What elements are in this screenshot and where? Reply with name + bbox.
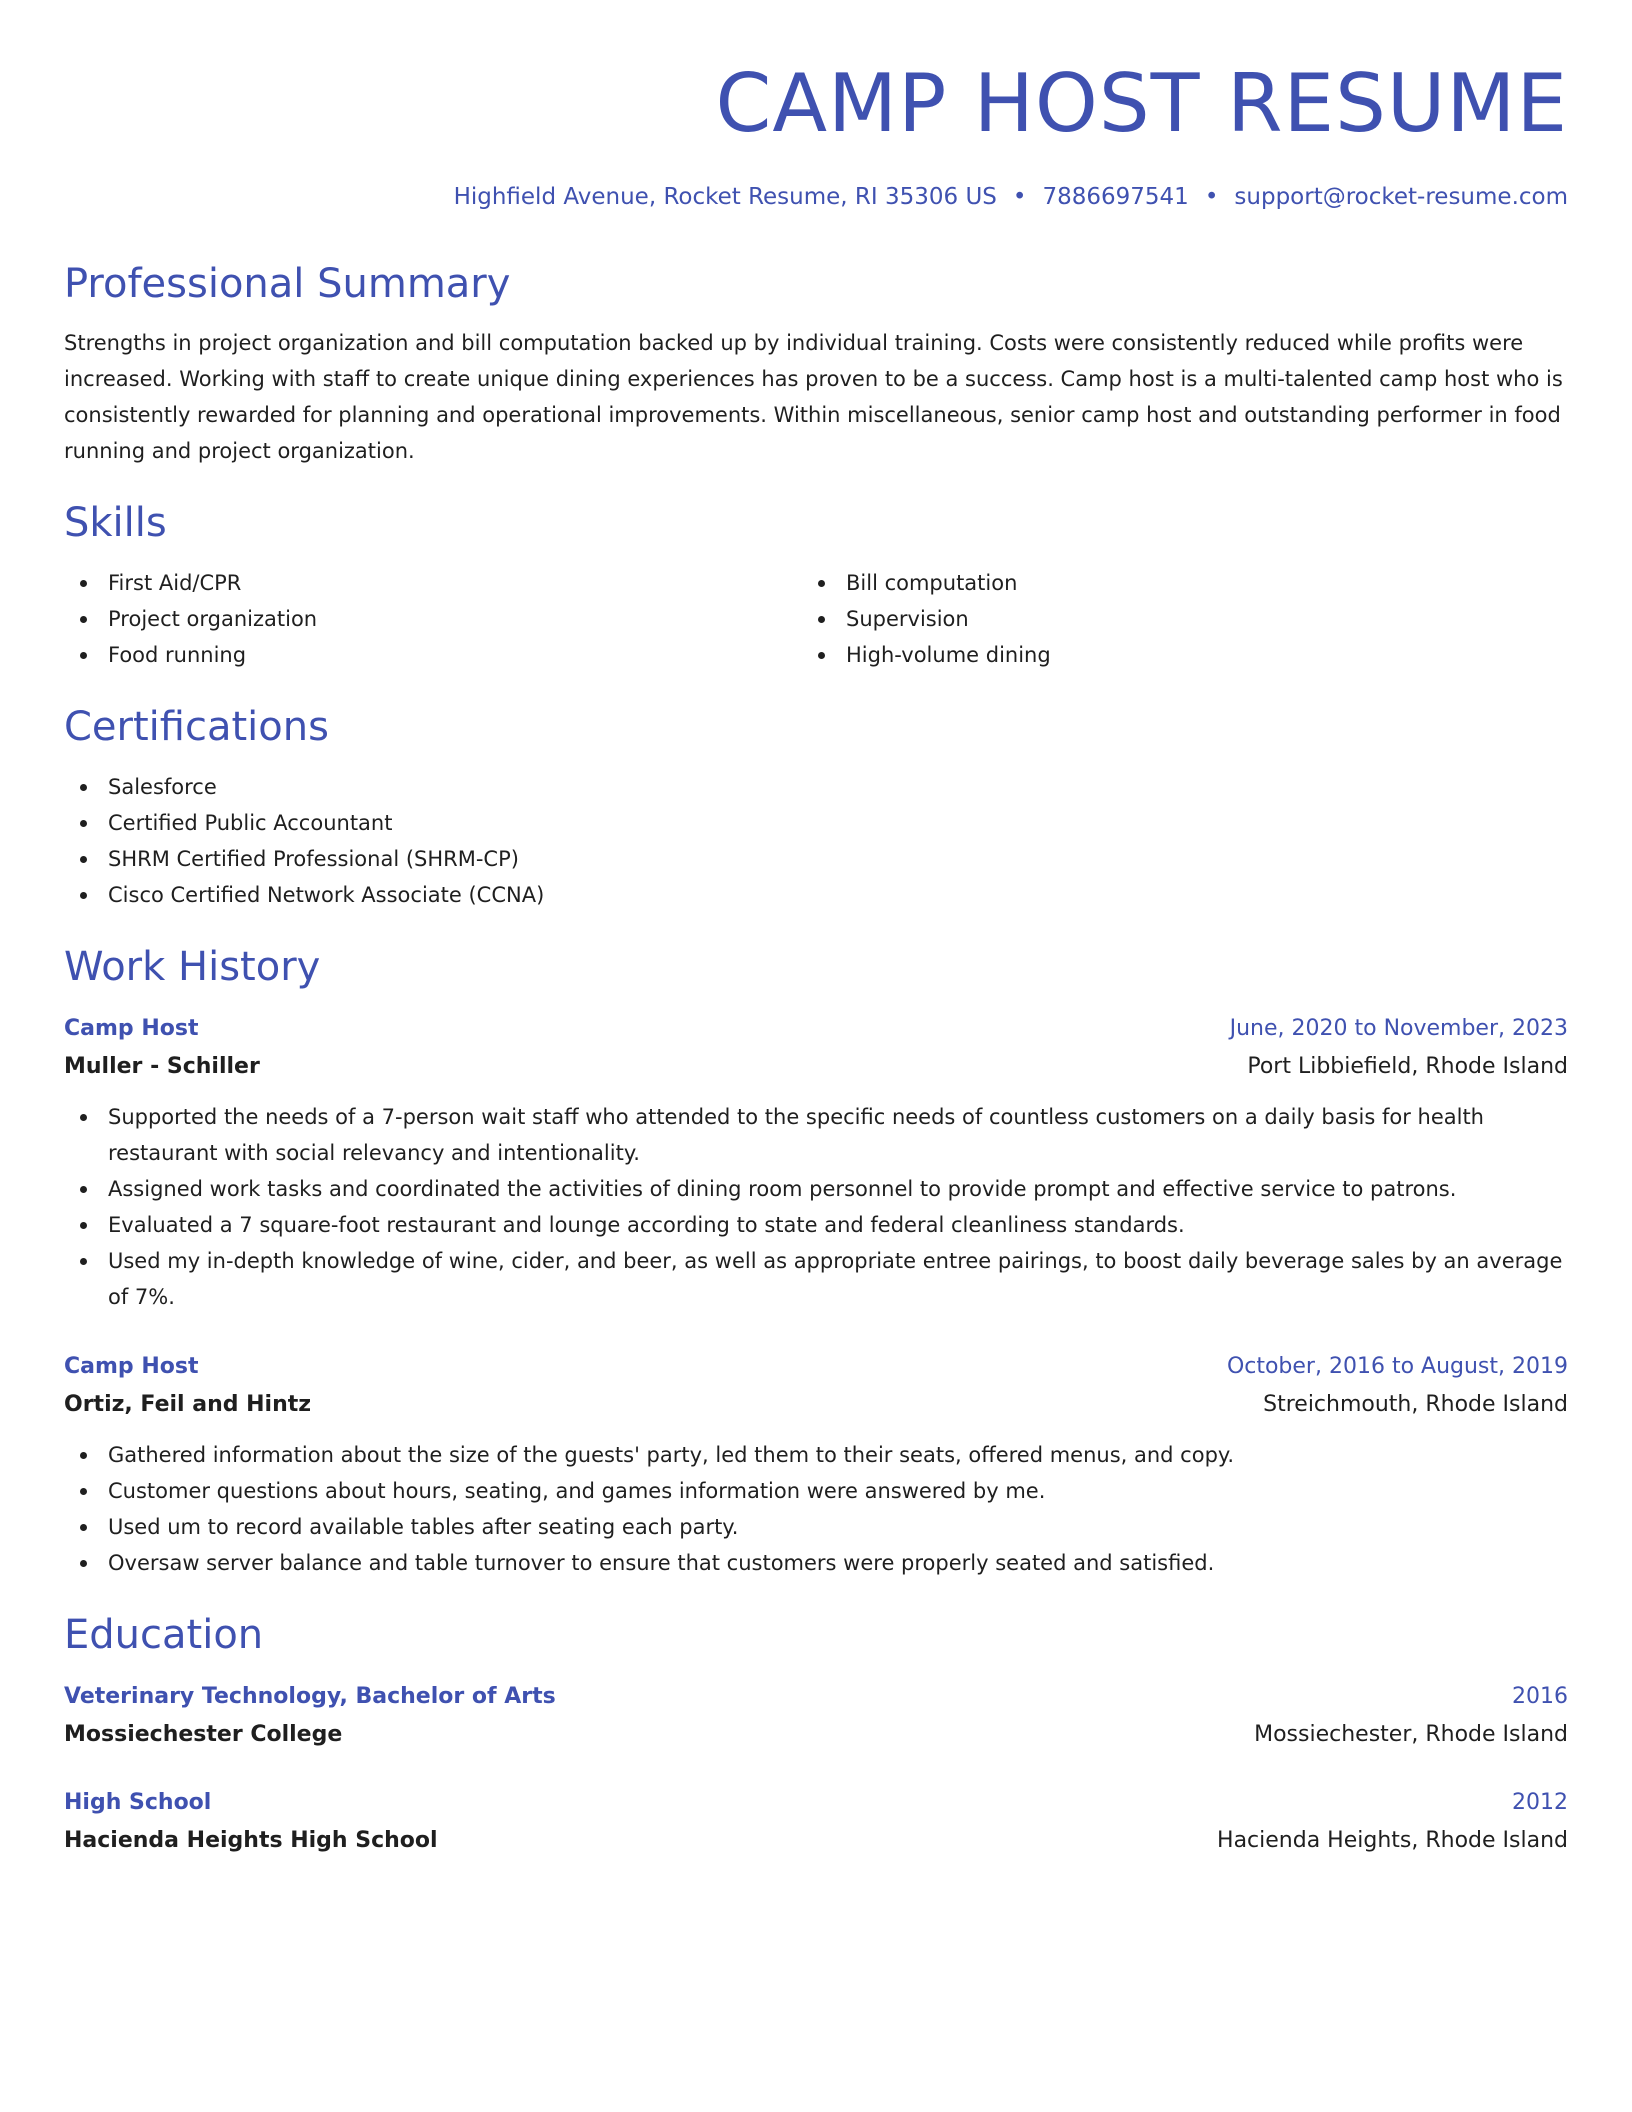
job-entry	[64, 1011, 1568, 1315]
skill-item: First Aid/CPR	[64, 565, 802, 601]
job-role: Camp Host	[64, 1354, 199, 1379]
contact-email[interactable]: support@rocket-resume.com	[1234, 184, 1568, 210]
job-company-row	[64, 1049, 1568, 1085]
resume-title: CAMP HOST RESUME	[715, 57, 1568, 150]
job-company: Ortiz, Feil and Hintz	[64, 1392, 312, 1417]
summary-text: Strengths in project organization and bill computation backed up by individual training. Costs were consistently reduced while profits were increased. Working with staff to create unique dining experiences has proven to be a success. Camp host is a multi-talented camp host who is consistently rewarded for planning and operational improvements. Within miscellaneous, senior camp host and outstanding performer in food running and project organization.	[64, 331, 1563, 463]
job-location: Port Libbiefield, Rhode Island	[1247, 1054, 1568, 1079]
summary-heading: Professional Summary	[64, 261, 511, 307]
job-title-row	[64, 1011, 1568, 1047]
education-section	[64, 1611, 1568, 1859]
education-degree: Veterinary Technology, Bachelor of Arts	[64, 1684, 556, 1709]
education-location: Mossiechester, Rhode Island	[1254, 1722, 1568, 1747]
education-degree-row	[64, 1785, 1568, 1821]
education-degree-row	[64, 1679, 1568, 1715]
job-company: Muller - Schiller	[64, 1054, 260, 1079]
education-year: 2012	[1512, 1790, 1568, 1815]
summary-section	[64, 260, 1568, 469]
job-title-row	[64, 1349, 1568, 1385]
job-duties-list	[64, 1437, 1568, 1581]
contact-phone: 7886697541	[1042, 184, 1189, 210]
job-duty-item: Customer questions about hours, seating, and games information were answered by me.	[64, 1473, 1568, 1509]
skill-item: Food running	[64, 637, 802, 673]
certification-item: Cisco Certified Network Associate (CCNA)	[64, 877, 1568, 913]
certifications-heading: Certifications	[64, 704, 329, 750]
education-degree: High School	[64, 1790, 212, 1815]
education-entry	[64, 1679, 1568, 1753]
contact-address: Highfield Avenue, Rocket Resume, RI 35306 US	[453, 184, 997, 210]
certification-item: Salesforce	[64, 769, 1568, 805]
education-heading: Education	[64, 1612, 264, 1658]
work-history-section	[64, 943, 1568, 1581]
job-location: Streichmouth, Rhode Island	[1263, 1392, 1568, 1417]
skill-item: High-volume dining	[802, 637, 1540, 673]
skills-grid	[64, 565, 1568, 673]
education-school-row	[64, 1717, 1568, 1753]
contact-line	[64, 184, 1568, 210]
certifications-section	[64, 703, 1568, 913]
job-duty-item: Used um to record available tables after seating each party.	[64, 1509, 1568, 1545]
education-school: Mossiechester College	[64, 1722, 343, 1747]
job-duty-item: Supported the needs of a 7-person wait staff who attended to the specific needs of countless customers on a daily basis for health restaurant with social relevancy and intentionality.	[64, 1099, 1568, 1171]
education-school: Hacienda Heights High School	[64, 1828, 438, 1853]
skills-section	[64, 499, 1568, 673]
education-entry	[64, 1785, 1568, 1859]
job-duty-item: Assigned work tasks and coordinated the activities of dining room personnel to provide prompt and effective service to patrons.	[64, 1171, 1568, 1207]
education-year: 2016	[1512, 1684, 1568, 1709]
job-duties-list	[64, 1099, 1568, 1315]
job-entry	[64, 1349, 1568, 1581]
skill-item: Project organization	[64, 601, 802, 637]
job-company-row	[64, 1387, 1568, 1423]
skill-item: Bill computation	[802, 565, 1540, 601]
skills-column-left	[64, 565, 802, 673]
skill-item: Supervision	[802, 601, 1540, 637]
resume-header	[64, 58, 1568, 210]
contact-separator: •	[1204, 184, 1219, 210]
job-role: Camp Host	[64, 1016, 199, 1041]
job-duty-item: Oversaw server balance and table turnover to ensure that customers were properly seated and satisfied.	[64, 1545, 1568, 1581]
job-dates: June, 2020 to November, 2023	[1229, 1016, 1568, 1041]
job-duty-item: Used my in-depth knowledge of wine, cider, and beer, as well as appropriate entree pairings, to boost daily beverage sales by an average of 7%.	[64, 1243, 1568, 1315]
job-dates: October, 2016 to August, 2019	[1226, 1354, 1568, 1379]
education-location: Hacienda Heights, Rhode Island	[1217, 1828, 1568, 1853]
certifications-list	[64, 769, 1568, 913]
work-history-heading: Work History	[64, 944, 321, 990]
job-duty-item: Evaluated a 7 square-foot restaurant and lounge according to state and federal cleanliness standards.	[64, 1207, 1568, 1243]
certification-item: SHRM Certified Professional (SHRM-CP)	[64, 841, 1568, 877]
job-duty-item: Gathered information about the size of the guests' party, led them to their seats, offered menus, and copy.	[64, 1437, 1568, 1473]
skills-heading: Skills	[64, 500, 167, 546]
contact-separator: •	[1012, 184, 1027, 210]
skills-column-right	[802, 565, 1540, 673]
education-school-row	[64, 1823, 1568, 1859]
certification-item: Certified Public Accountant	[64, 805, 1568, 841]
